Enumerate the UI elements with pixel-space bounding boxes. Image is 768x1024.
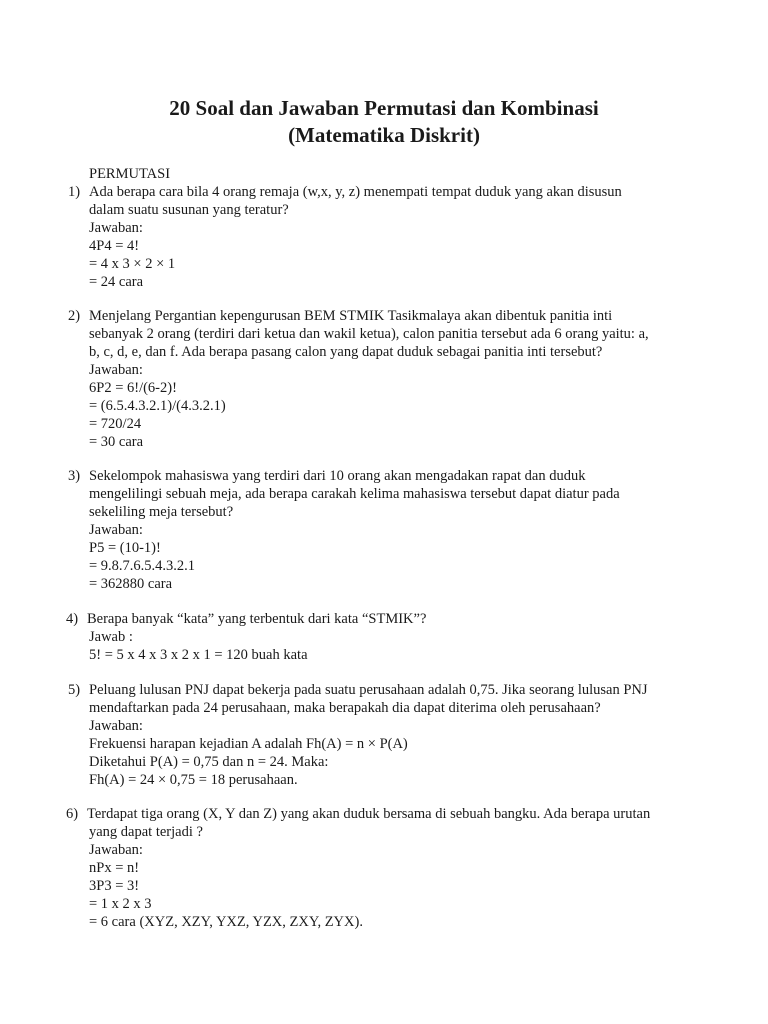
answer-line: = 24 cara [89, 274, 144, 290]
answer-line: = 9.8.7.6.5.4.3.2.1 [89, 558, 196, 574]
answer-line: nPx = n! [89, 860, 140, 876]
problem-text-line: Menjelang Pergantian kepengurusan BEM STMIK Tasikmalaya akan dibentuk panitia inti [89, 308, 613, 324]
problem-text-line: mendaftarkan pada 24 perusahaan, maka berapakah dia dapat diterima oleh perusahaan? [89, 700, 601, 716]
section-heading-permutasi: PERMUTASI [89, 166, 171, 182]
answer-line: Frekuensi harapan kejadian A adalah Fh(A) = n × P(A) [89, 736, 408, 752]
answer-line: = 30 cara [89, 434, 144, 450]
answer-line: = 720/24 [89, 416, 142, 432]
answer-line: 4P4 = 4! [89, 238, 140, 254]
problem-number: 4) [66, 611, 79, 627]
problem-number: 2) [68, 308, 81, 324]
problem-number: 5) [68, 682, 81, 698]
problem-text-line: sebanyak 2 orang (terdiri dari ketua dan wakil ketua), calon panitia tersebut ada 6 orang yaitu: a, [89, 326, 649, 342]
problem-number: 3) [68, 468, 81, 484]
answer-line: 6P2 = 6!/(6-2)! [89, 380, 177, 396]
answer-line: Fh(A) = 24 × 0,75 = 18 perusahaan. [89, 772, 298, 788]
problem-text-line: b, c, d, e, dan f. Ada berapa pasang calon yang dapat duduk sebagai panitia inti tersebut? [89, 344, 603, 360]
problem-text-line: Peluang lulusan PNJ dapat bekerja pada suatu perusahaan adalah 0,75. Jika seorang lulusan PNJ [89, 682, 648, 698]
problem-text-line: Berapa banyak “kata” yang terbentuk dari kata “STMIK”? [87, 611, 427, 627]
answer-label: Jawaban: [89, 842, 143, 858]
answer-line: Diketahui P(A) = 0,75 dan n = 24. Maka: [89, 754, 329, 770]
answer-label: Jawaban: [89, 718, 143, 734]
problem-text-line: mengelilingi sebuah meja, ada berapa carakah kelima mahasiswa tersebut dapat diatur pada [89, 486, 620, 502]
answer-line: = 4 x 3 × 2 × 1 [89, 256, 176, 272]
problem-number: 6) [66, 806, 79, 822]
answer-line: = (6.5.4.3.2.1)/(4.3.2.1) [89, 398, 226, 414]
answer-label: Jawaban: [89, 362, 143, 378]
document-title-line-1: 20 Soal dan Jawaban Permutasi dan Kombinasi [169, 96, 599, 120]
problem-number: 1) [68, 184, 81, 200]
answer-label: Jawab : [89, 629, 133, 645]
problem-text-line: yang dapat terjadi ? [89, 824, 203, 840]
answer-line: 3P3 = 3! [89, 878, 140, 894]
problem-text-line: dalam suatu susunan yang teratur? [89, 202, 289, 218]
answer-label: Jawaban: [89, 522, 143, 538]
problem-text-line: sekeliling meja tersebut? [89, 504, 234, 520]
answer-line: 5! = 5 x 4 x 3 x 2 x 1 = 120 buah kata [89, 647, 308, 663]
answer-label: Jawaban: [89, 220, 143, 236]
answer-line: P5 = (10-1)! [89, 540, 161, 556]
answer-line: = 1 x 2 x 3 [89, 896, 152, 912]
document-title-line-2: (Matematika Diskrit) [288, 123, 480, 147]
answer-line: = 362880 cara [89, 576, 173, 592]
answer-line: = 6 cara (XYZ, XZY, YXZ, YZX, ZXY, ZYX). [89, 914, 363, 930]
problem-text-line: Ada berapa cara bila 4 orang remaja (w,x, y, z) menempati tempat duduk yang akan disusun [89, 184, 622, 200]
problem-text-line: Sekelompok mahasiswa yang terdiri dari 10 orang akan mengadakan rapat dan duduk [89, 468, 586, 484]
problem-text-line: Terdapat tiga orang (X, Y dan Z) yang akan duduk bersama di sebuah bangku. Ada berapa urutan [87, 806, 651, 822]
